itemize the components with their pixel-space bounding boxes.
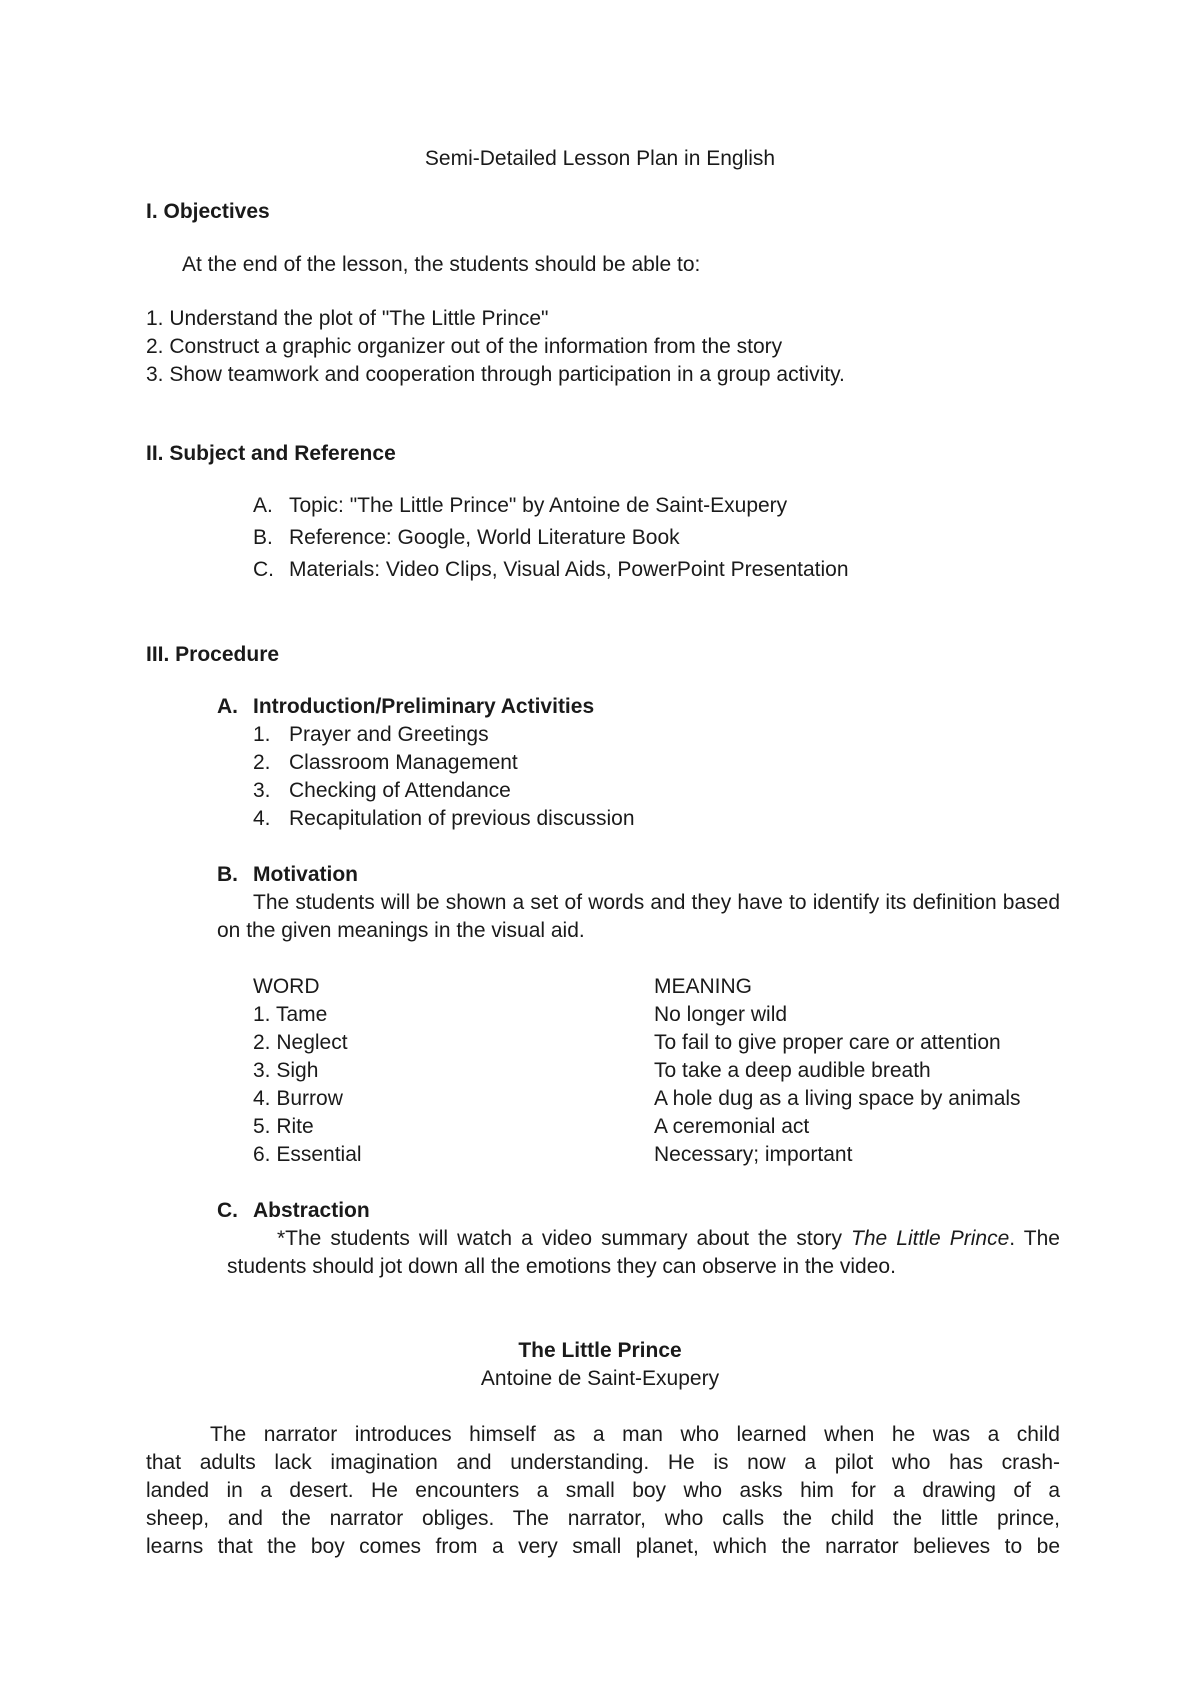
list-item-text: Recapitulation of previous discussion <box>289 807 635 830</box>
list-item-number: 3. <box>253 779 271 802</box>
vocabulary-table-header <box>0 973 1200 1001</box>
abstraction-text-end: . The students should jot down all the emotions they can observe in the video. <box>227 1227 1060 1278</box>
story-line: The narrator introduces himself as a man who learned when he was a child <box>210 1423 1060 1446</box>
motivation-heading <box>217 861 358 889</box>
story-line: landed in a desert. He encounters a small boy who asks him for a drawing of a <box>146 1479 1060 1502</box>
story-line: that adults lack imagination and understanding. He is now a pilot who has crash- <box>146 1451 1060 1474</box>
meaning-cell: To take a deep audible breath <box>654 1059 931 1082</box>
list-item-number: 1. <box>253 723 271 746</box>
table-row <box>0 1001 1200 1029</box>
list-item-number: 4. <box>253 807 271 830</box>
subject-item <box>253 556 849 584</box>
section-letter: B. <box>217 863 238 886</box>
story-line: sheep, and the narrator obliges. The narrator, who calls the child the little prince, <box>146 1507 1060 1530</box>
story-author: Antoine de Saint-Exupery <box>480 1367 720 1390</box>
table-row <box>0 1113 1200 1141</box>
list-item <box>253 721 489 749</box>
section-letter: A. <box>217 695 238 718</box>
section-title: Introduction/Preliminary Activities <box>253 695 595 718</box>
meaning-cell: A ceremonial act <box>654 1115 810 1138</box>
list-item <box>253 777 511 805</box>
table-row <box>0 1085 1200 1113</box>
word-column-header: WORD <box>253 975 320 998</box>
objectives-heading: I. Objectives <box>146 200 270 223</box>
story-summary <box>146 1421 1060 1561</box>
table-row <box>0 1141 1200 1169</box>
meaning-cell: No longer wild <box>654 1003 788 1026</box>
section-letter: C. <box>217 1199 238 1222</box>
motivation-text: The students will be shown a set of words and they have to identify its definition based on the given meanings in the visual aid. <box>217 891 1060 942</box>
subject-heading: II. Subject and Reference <box>146 442 396 465</box>
procedure-heading: III. Procedure <box>146 643 280 666</box>
introduction-heading <box>217 693 594 721</box>
meaning-cell: Necessary; important <box>654 1143 853 1166</box>
subject-item <box>253 492 787 520</box>
subject-item-letter: A. <box>253 494 273 517</box>
word-cell: 1. Tame <box>253 1003 328 1026</box>
word-cell: 2. Neglect <box>253 1031 348 1054</box>
document-title: Semi-Detailed Lesson Plan in English <box>424 147 776 170</box>
word-cell: 3. Sigh <box>253 1059 319 1082</box>
meaning-cell: To fail to give proper care or attention <box>654 1031 1001 1054</box>
subject-item-text: Topic: "The Little Prince" by Antoine de Saint-Exupery <box>289 494 788 517</box>
section-title: Motivation <box>253 863 358 886</box>
story-title: The Little Prince <box>518 1339 682 1362</box>
subject-item-text: Reference: Google, World Literature Book <box>289 526 680 549</box>
table-row <box>0 1029 1200 1057</box>
subject-item-letter: B. <box>253 526 273 549</box>
table-row <box>0 1057 1200 1085</box>
meaning-column-header: MEANING <box>654 975 753 998</box>
story-title-italic: The Little Prince <box>851 1227 1010 1250</box>
word-cell: 5. Rite <box>253 1115 314 1138</box>
list-item-number: 2. <box>253 751 271 774</box>
subject-item-letter: C. <box>253 558 274 581</box>
list-item-text: Classroom Management <box>289 751 518 774</box>
list-item <box>253 749 518 777</box>
objective-item: 3. Show teamwork and cooperation through participation in a group activity. <box>146 363 845 386</box>
abstraction-text <box>227 1225 1060 1281</box>
section-title: Abstraction <box>253 1199 370 1222</box>
word-cell: 4. Burrow <box>253 1087 343 1110</box>
objective-item: 2. Construct a graphic organizer out of the information from the story <box>146 335 783 358</box>
list-item-text: Prayer and Greetings <box>289 723 489 746</box>
list-item-text: Checking of Attendance <box>289 779 511 802</box>
list-item <box>253 805 635 833</box>
meaning-cell: A hole dug as a living space by animals <box>654 1087 1021 1110</box>
subject-item <box>253 524 680 552</box>
story-line: learns that the boy comes from a very small planet, which the narrator believes to be <box>146 1535 1060 1558</box>
word-cell: 6. Essential <box>253 1143 362 1166</box>
abstraction-heading <box>217 1197 370 1225</box>
abstraction-text-start: *The students will watch a video summary about the story <box>277 1227 852 1250</box>
subject-item-text: Materials: Video Clips, Visual Aids, PowerPoint Presentation <box>289 558 849 581</box>
objective-item: 1. Understand the plot of "The Little Prince" <box>146 307 549 330</box>
objectives-intro: At the end of the lesson, the students should be able to: <box>182 253 701 276</box>
